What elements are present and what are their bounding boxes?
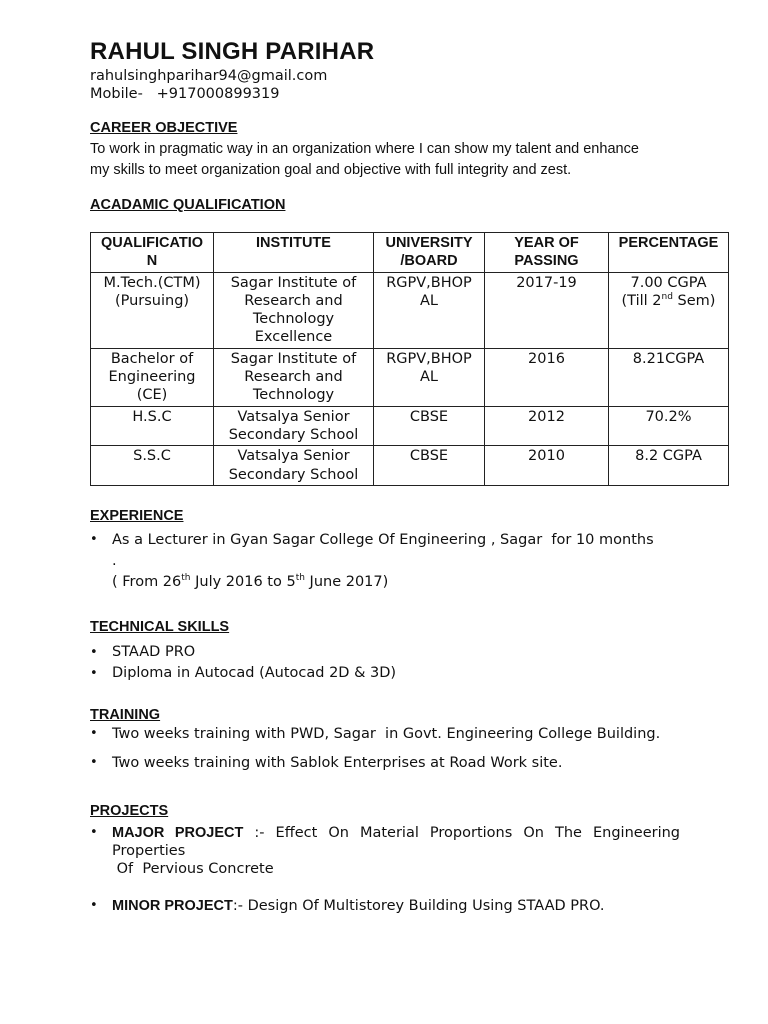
cell-board: RGPV,BHOP AL [374,272,485,348]
cell-percentage [609,272,729,348]
cell-year: 2012 [485,406,609,446]
cell-board: RGPV,BHOP AL [374,348,485,406]
experience-dot: . [112,553,117,569]
col-header-institute: INSTITUTE [214,233,374,273]
cell-percentage: 8.21CGPA [609,348,729,406]
skills-list [90,642,396,684]
career-objective-heading: CAREER OBJECTIVE [90,120,238,136]
academic-qualification-heading: ACADAMIC QUALIFICATION [90,197,286,213]
major-project-line [112,824,680,860]
projects-list [90,824,680,915]
experience-text: • As a Lecturer in Gyan Sagar College Of Engineering , Sagar for 10 months [112,532,654,548]
candidate-name: RAHUL SINGH PARIHAR [90,38,375,65]
cell-institute: Sagar Institute of Research and Technology [214,348,374,406]
qualification-table [90,232,729,486]
table-row [91,446,729,486]
list-item: • Diploma in Autocad (Autocad 2D & 3D) [90,663,396,684]
percentage-value: 7.00 CGPA [630,274,707,291]
cell-institute: Sagar Institute of Research and Technology Excellence [214,272,374,348]
table-row [91,272,729,348]
list-item: • Two weeks training with Sablok Enterprises at Road Work site. [90,754,660,772]
col-header-university: UNIVERSITY /BOARD [374,233,485,273]
table-row [91,348,729,406]
cell-board: CBSE [374,406,485,446]
training-heading: TRAINING [90,707,161,723]
table-header-row [91,233,729,273]
objective-line-1: To work in pragmatic way in an organization where I can show my talent and enhance [90,141,639,157]
dates-middle: July 2016 to 5 [190,574,296,590]
note-prefix: (Till 2 [621,292,662,309]
experience-list [90,531,710,591]
note-suffix: Sem) [672,292,716,309]
dates-prefix: ( From 26 [112,574,182,590]
contact-block [90,67,327,103]
minor-project-label: MINOR PROJECT [112,898,233,914]
training-list [90,725,660,772]
cell-institute: Vatsalya Senior Secondary School [214,406,374,446]
cell-qualification: M.Tech.(CTM) (Pursuing) [91,272,214,348]
technical-skills-heading: TECHNICAL SKILLS [90,619,230,635]
major-project-text: :- Effect On Material Proportions On The Engineering Properties [112,825,680,859]
major-project-continuation: Of Pervious Concrete [112,861,274,877]
cell-percentage: 70.2% [609,406,729,446]
experience-heading: EXPERIENCE [90,508,184,524]
col-header-year: YEAR OF PASSING [485,233,609,273]
note-superscript: nd [661,292,673,303]
major-project-label: MAJOR PROJECT [112,825,244,841]
cell-year: 2016 [485,348,609,406]
objective-line-2: my skills to meet organization goal and objective with full integrity and zest. [90,162,572,178]
col-header-qualification: QUALIFICATIO N [91,233,214,273]
list-item [90,897,680,915]
list-item: • STAAD PRO [90,642,396,663]
cell-board: CBSE [374,446,485,486]
table-row [91,406,729,446]
dates-suffix: June 2017) [304,574,389,590]
cell-qualification: S.S.C [91,446,214,486]
mobile-number: Mobile- +917000899319 [90,86,280,102]
experience-dates [112,573,710,591]
cell-qualification: H.S.C [91,406,214,446]
dates-sup-1: th [181,573,191,584]
cell-qualification: Bachelor of Engineering (CE) [91,348,214,406]
cell-year: 2017-19 [485,272,609,348]
career-objective-text [90,139,690,181]
list-item [90,824,680,878]
cell-institute: Vatsalya Senior Secondary School [214,446,374,486]
minor-project-text: :- Design Of Multistorey Building Using STAAD PRO. [232,898,605,914]
list-item [90,531,710,591]
dates-sup-2: th [295,573,305,584]
email-address: rahulsinghparihar94@gmail.com [90,68,328,84]
percentage-note [613,292,724,310]
cell-year: 2010 [485,446,609,486]
cell-percentage: 8.2 CGPA [609,446,729,486]
col-header-percentage: PERCENTAGE [609,233,729,273]
projects-heading: PROJECTS [90,803,169,819]
list-item: • Two weeks training with PWD, Sagar in Govt. Engineering College Building. [90,725,660,743]
